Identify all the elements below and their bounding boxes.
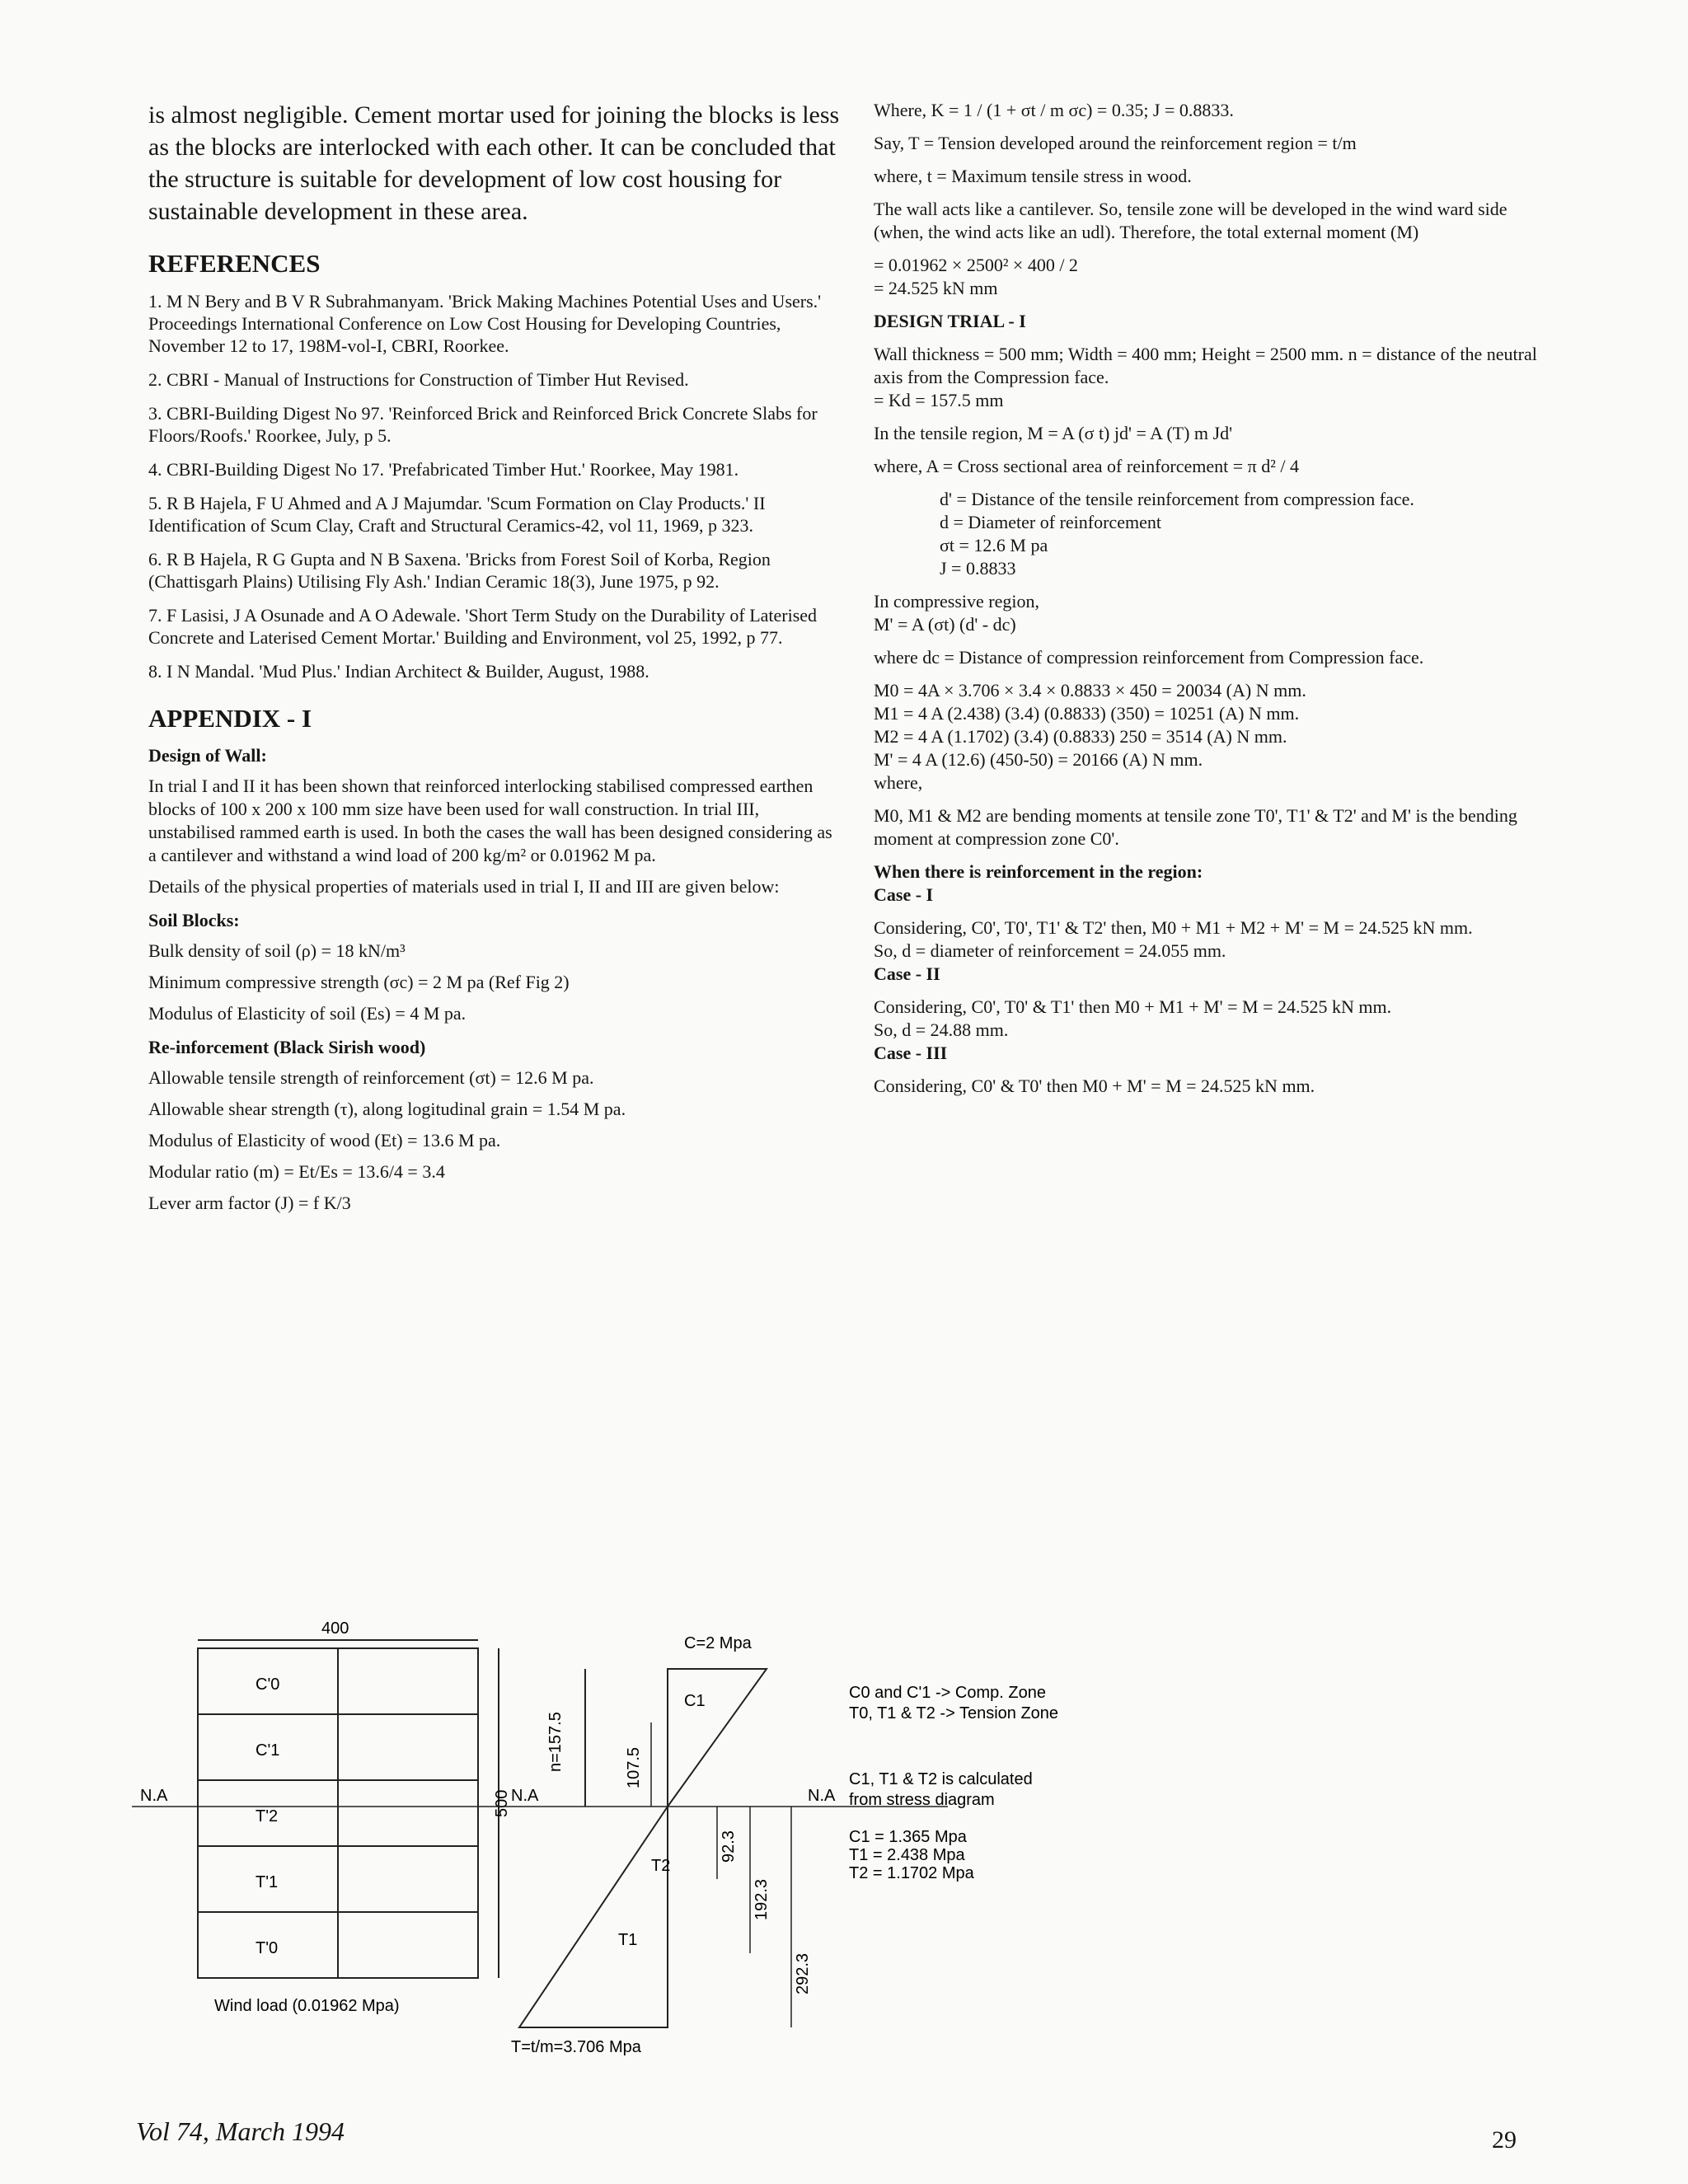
stress-diagram-figure [124,1615,1113,2060]
eq-kd: = Kd = 157.5 mm [874,390,1004,410]
row-label-t1: T'1 [256,1873,279,1891]
case-2-eq: Considering, C0', T0' & T1' then M0 + M1 + M' = M = 24.525 kN mm. [874,996,1392,1017]
dim-292-label: 292.3 [794,1952,812,1994]
legend-line-2: T0, T1 & T2 -> Tension Zone [849,1704,1059,1722]
eq-t-def: where, t = Maximum tensile stress in wood. [874,166,1192,186]
legend-line-4: from stress diagram [849,1791,995,1809]
eq-tensile: In the tensile region, M = A (σ t) jd' = A (T) m Jd' [874,423,1233,443]
case-1-result: So, d = diameter of reinforcement = 24.055 mm. [874,940,1226,961]
cantilever-text: The wall acts like a cantilever. So, tensile zone will be developed in the wind ward side (when, the wind acts like an udl). Therefore, the total external moment (M) [874,199,1507,242]
t2-label: T2 [651,1857,671,1875]
eq-tension: Say, T = Tension developed around the reinforcement region = t/m [874,133,1357,153]
eq-moment-result: = 24.525 kN mm [874,278,998,298]
design-paragraph: In trial I and II it has been shown that reinforced interlocking stabilised compressed earthen blocks of 100 x 200 x 100 mm size have been used for wall construction. In trial III, unstabilised rammed earth is used. In both the cases the wall has been designed considering as a cantilever and withstand a wind load of 200 kg/m² or 0.01962 M pa. [148,776,832,865]
case-1-heading: Case - I [874,884,934,905]
compression-triangle [668,1669,767,1807]
intro-paragraph: is almost negligible. Cement mortar used for joining the blocks is less as the blocks are interlocked with each other. It can be concluded that the structure is suitable for development of low cost housing for sustainable development in these area. [148,101,840,225]
tension-triangle [519,1807,671,2027]
t1-label: T1 [618,1931,638,1949]
stress-diagram-svg [124,1615,1113,2060]
eq-k: Where, K = 1 / (1 + σt / m σc) = 0.35; J = 0.8833. [874,100,1234,120]
reinf-prop-5: Lever arm factor (J) = f K/3 [148,1193,351,1213]
reference-3: 3. CBRI-Building Digest No 97. 'Reinforced Brick and Reinforced Brick Concrete Slabs for Floors/Roofs.' Roorkee, July, p 5. [148,403,818,446]
reference-7: 7. F Lasisi, J A Osunade and A O Adewale. 'Short Term Study on the Durability of Laterised Concrete and Laterised Cement Mortar.' Building and Environment, vol 25, 1992, p 77. [148,605,818,648]
legend-line-1: C0 and C'1 -> Comp. Zone [849,1684,1046,1702]
row-label-t2: T'2 [256,1807,279,1825]
case-3-eq: Considering, C0' & T0' then M0 + M' = M = 24.525 kN mm. [874,1076,1315,1096]
journal-footer: Vol 74, March 1994 [136,2116,345,2146]
case-2-result: So, d = 24.88 mm. [874,1019,1009,1040]
right-column [874,99,1550,1098]
design-trial-heading: DESIGN TRIAL - I [874,311,1026,331]
reference-6: 6. R B Hajela, R G Gupta and N B Saxena. 'Bricks from Forest Soil of Korba, Region (Chattisgarh Plains) Utilising Fly Ash.' Indian Ceramic 18(3), June 1975, p 92. [148,549,771,592]
wall-dimensions: Wall thickness = 500 mm; Width = 400 mm; Height = 2500 mm. n = distance of the neutral axis from the Compression face. [874,344,1537,387]
width-label: 400 [321,1619,349,1638]
details-paragraph: Details of the physical properties of materials used in trial I, II and III are given below: [148,876,780,897]
na-mid-label: N.A [511,1787,539,1805]
eq-m-prime-value: M' = 4 A (12.6) (450-50) = 20166 (A) N mm. [874,749,1203,770]
reference-4: 4. CBRI-Building Digest No 17. 'Prefabricated Timber Hut.' Roorkee, May 1981. [148,459,739,480]
legend-line-7: T2 = 1.1702 Mpa [849,1864,974,1882]
where-label: where, [874,772,923,793]
def-d-prime: d' = Distance of the tensile reinforcement from compression face. [940,489,1414,509]
bottom-stress-label: T=t/m=3.706 Mpa [511,2038,641,2056]
reinforcement-heading: Re-inforcement (Black Sirish wood) [148,1037,426,1057]
reinf-prop-3: Modulus of Elasticity of wood (Et) = 13.6 M pa. [148,1130,501,1151]
def-d: d = Diameter of reinforcement [940,512,1161,532]
eq-m0: M0 = 4A × 3.706 × 3.4 × 0.8833 × 450 = 20034 (A) N mm. [874,680,1306,701]
appendix-heading: APPENDIX - I [148,704,312,733]
wind-load-label: Wind load (0.01962 Mpa) [214,1997,400,2015]
case-1-eq: Considering, C0', T0', T1' & T2' then, M0 + M1 + M2 + M' = M = 24.525 kN mm. [874,917,1473,938]
eq-area: where, A = Cross sectional area of reinforcement = π d² / 4 [874,456,1299,476]
case-2-heading: Case - II [874,963,940,984]
row-label-c1: C'1 [256,1741,280,1760]
na-right-label: N.A [808,1787,836,1805]
design-heading: Design of Wall: [148,745,267,766]
left-column [148,99,841,1215]
legend-line-3: C1, T1 & T2 is calculated [849,1770,1033,1788]
eq-m2: M2 = 4 A (1.1702) (3.4) (0.8833) 250 = 3514 (A) N mm. [874,726,1287,747]
reinforcement-region-heading: When there is reinforcement in the region: [874,861,1203,882]
legend-line-5: C1 = 1.365 Mpa [849,1828,967,1846]
case-3-heading: Case - III [874,1043,948,1063]
reinf-prop-1: Allowable tensile strength of reinforcement (σt) = 12.6 M pa. [148,1067,594,1088]
references-heading: REFERENCES [148,249,321,278]
reference-8: 8. I N Mandal. 'Mud Plus.' Indian Architect & Builder, August, 1988. [148,661,649,682]
dim-107-label: 107.5 [625,1746,643,1788]
reference-1: 1. M N Bery and B V R Subrahmanyam. 'Brick Making Machines Potential Uses and Users.' Proceedings International Conference on Low Cost Housing for Developing Countries, November 12 to 17, 198M-vol-I, CBRI, Roorkee. [148,291,822,356]
row-label-c0: C'0 [256,1675,280,1694]
def-j: J = 0.8833 [940,558,1016,579]
reinf-prop-2: Allowable shear strength (τ), along logitudinal grain = 1.54 M pa. [148,1099,626,1119]
eq-moment: = 0.01962 × 2500² × 400 / 2 [874,255,1078,275]
dim-192-label: 192.3 [753,1878,771,1920]
soil-heading: Soil Blocks: [148,910,240,930]
eq-m-prime: M' = A (σt) (d' - dc) [874,614,1016,635]
soil-prop-1: Bulk density of soil (ρ) = 18 kN/m³ [148,940,406,961]
moments-definition: M0, M1 & M2 are bending moments at tensile zone T0', T1' & T2' and M' is the bending moment at compression zone C0'. [874,805,1517,849]
def-sigma: σt = 12.6 M pa [940,535,1048,555]
height-label: 500 [493,1789,511,1817]
soil-prop-2: Minimum compressive strength (σc) = 2 M pa (Ref Fig 2) [148,972,570,992]
n-label: n=157.5 [546,1712,565,1772]
legend-line-6: T1 = 2.438 Mpa [849,1846,965,1864]
dim-92-label: 92.3 [720,1830,738,1863]
page-number: 29 [1492,2126,1517,2154]
reference-5: 5. R B Hajela, F U Ahmed and A J Majumdar. 'Scum Formation on Clay Products.' II Identification of Scum Clay, Craft and Structural Ceramics-42, vol 11, 1969, p 323. [148,493,766,536]
compressive-label: In compressive region, [874,591,1039,612]
c1-label: C1 [684,1692,706,1710]
reinf-prop-4: Modular ratio (m) = Et/Es = 13.6/4 = 3.4 [148,1161,445,1182]
eq-m1: M1 = 4 A (2.438) (3.4) (0.8833) (350) = 10251 (A) N mm. [874,703,1300,724]
row-label-t0: T'0 [256,1939,279,1957]
reference-2: 2. CBRI - Manual of Instructions for Construction of Timber Hut Revised. [148,369,689,390]
na-left-label: N.A [140,1787,168,1805]
def-dc: where dc = Distance of compression reinforcement from Compression face. [874,647,1424,668]
soil-prop-3: Modulus of Elasticity of soil (Es) = 4 M pa. [148,1003,467,1024]
top-stress-label: C=2 Mpa [684,1634,752,1652]
